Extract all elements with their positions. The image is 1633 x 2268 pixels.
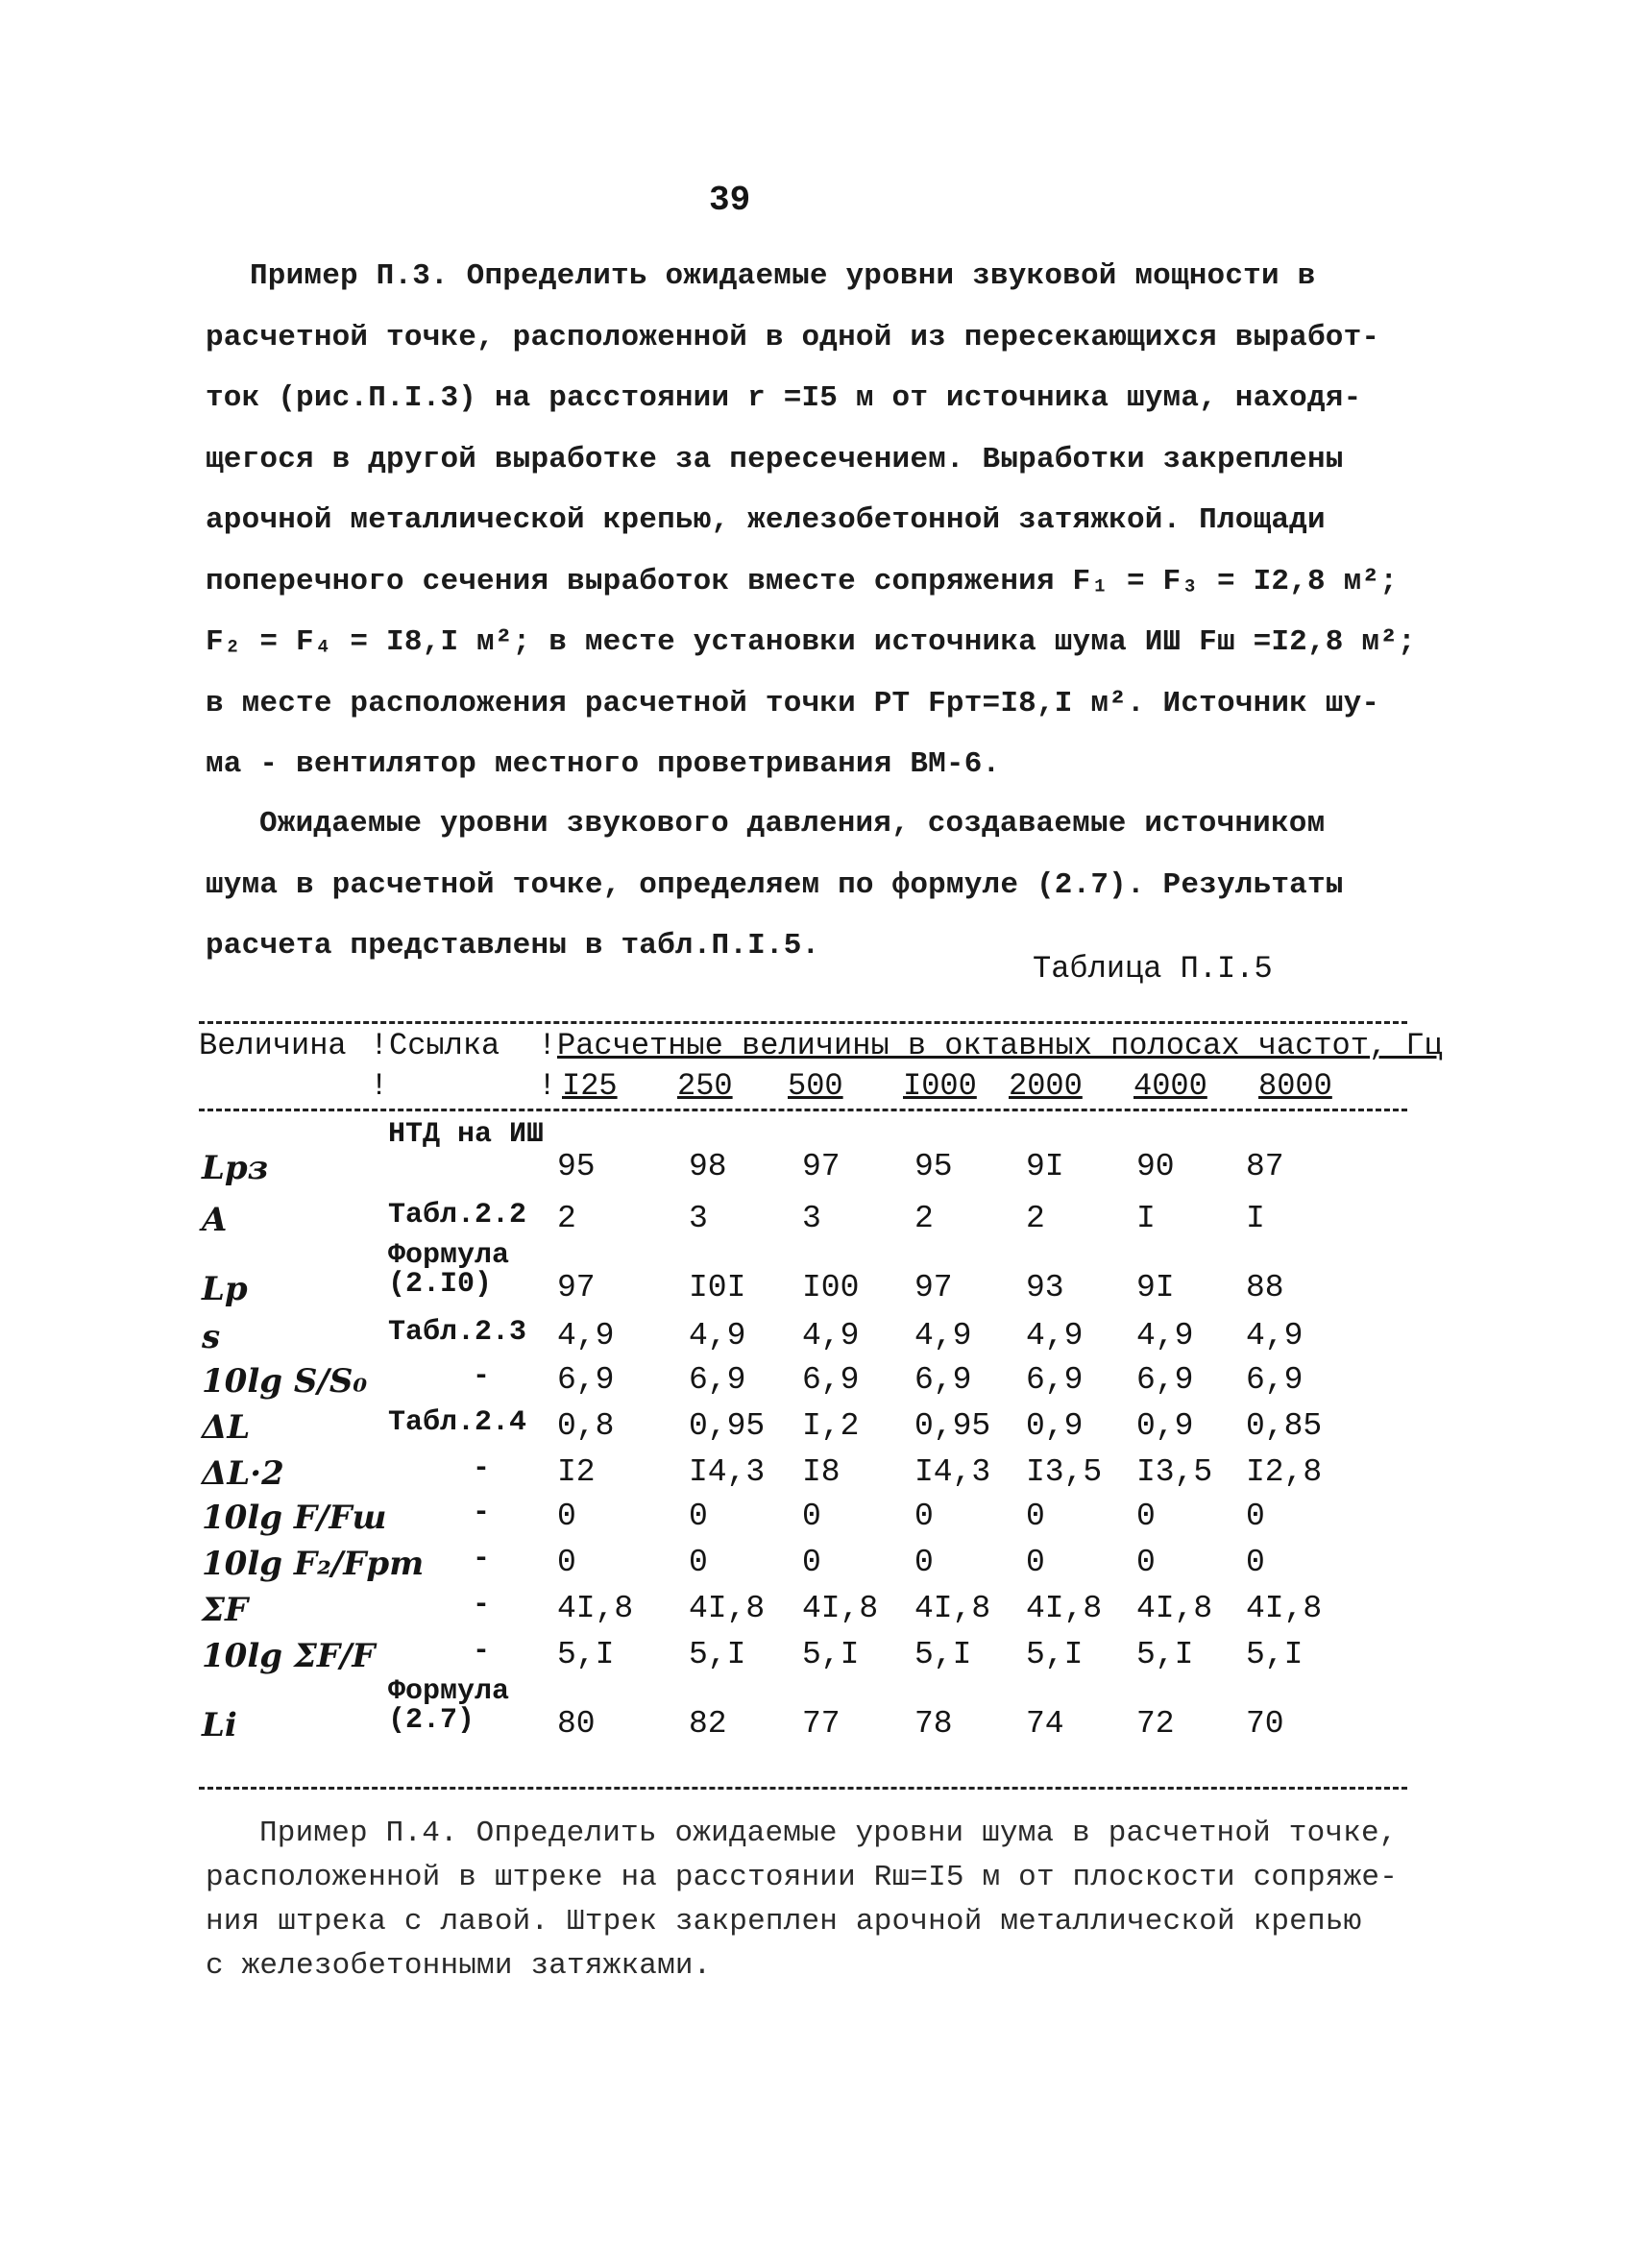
row-symbol: s — [202, 1318, 221, 1356]
row-value-freq-500: 4I,8 — [802, 1591, 879, 1626]
row-source: - — [473, 1635, 491, 1668]
row-value-freq-I000: 4,9 — [914, 1318, 972, 1353]
row-value-freq-4000: I3,5 — [1136, 1454, 1213, 1490]
row-value-freq-250: 0 — [689, 1499, 708, 1534]
row-value-freq-500: 5,I — [802, 1637, 860, 1672]
text-line: расчета представлены в табл.П.I.5. — [206, 929, 820, 963]
column-separator: ! — [538, 1068, 557, 1104]
example-p3-paragraph — [206, 246, 1426, 795]
text-line: с железобетонными затяжками. — [206, 1949, 712, 1983]
row-value-freq-250: I0I — [689, 1270, 746, 1305]
row-value-freq-8000: 0,85 — [1246, 1408, 1323, 1444]
header-source: Ссылка — [389, 1028, 500, 1063]
row-value-freq-2000: 0 — [1026, 1545, 1045, 1580]
row-value-freq-I25: 4,9 — [557, 1318, 615, 1353]
table-row — [0, 1591, 1633, 1629]
row-value-freq-8000: 87 — [1246, 1149, 1284, 1184]
row-value-freq-500: 77 — [802, 1706, 841, 1742]
text-line: поперечного сечения выработок вместе сопряжения F₁ = F₃ = I2,8 м²; — [206, 564, 1398, 598]
row-symbol: Lрз — [202, 1149, 269, 1187]
text-line: щегося в другой выработке за пересечением. Выработки закреплены — [206, 442, 1344, 476]
text-line: Пример П.3. Определить ожидаемые уровни звуковой мощности в — [250, 259, 1316, 293]
text-line: в месте расположения расчетной точки РТ Fрт=I8,I м². Источник шу- — [206, 686, 1380, 720]
table-row — [0, 1201, 1633, 1239]
row-value-freq-8000: 88 — [1246, 1270, 1284, 1305]
row-value-freq-I000: 5,I — [914, 1637, 972, 1672]
table-row — [0, 1637, 1633, 1675]
row-source: Формула (2.I0) — [388, 1239, 510, 1301]
row-value-freq-I000: 6,9 — [914, 1362, 972, 1398]
row-value-freq-I25: 95 — [557, 1149, 596, 1184]
row-value-freq-I25: 6,9 — [557, 1362, 615, 1398]
row-source: Табл.2.3 — [388, 1316, 527, 1349]
column-separator: ! — [370, 1028, 389, 1063]
text-line: расположенной в штреке на расстоянии Rш=I5 м от плоскости сопряже- — [206, 1861, 1398, 1894]
text-line: расчетной точке, расположенной в одной из пересекающихся выработ- — [206, 320, 1380, 354]
row-symbol: ΔL — [202, 1408, 251, 1447]
text-line: F₂ = F₄ = I8,I м²; в месте установки источника шума ИШ Fш =I2,8 м²; — [206, 625, 1416, 659]
text-line: арочной металлической крепью, железобетонной затяжкой. Площади — [206, 503, 1326, 537]
row-value-freq-I000: 0 — [914, 1499, 934, 1534]
row-symbol: 10lg ΣF/F — [202, 1637, 376, 1675]
table-caption: Таблица П.I.5 — [1033, 951, 1273, 987]
row-value-freq-4000: 9I — [1136, 1270, 1175, 1305]
row-value-freq-I000: 0,95 — [914, 1408, 991, 1444]
text-line: Пример П.4. Определить ожидаемые уровни шума в расчетной точке, — [259, 1817, 1398, 1850]
column-separator: ! — [538, 1028, 557, 1063]
row-value-freq-8000: 6,9 — [1246, 1362, 1304, 1398]
header-freq-2000: 2000 — [1009, 1068, 1083, 1104]
row-value-freq-500: 0 — [802, 1499, 821, 1534]
row-value-freq-2000: 93 — [1026, 1270, 1064, 1305]
row-value-freq-2000: 2 — [1026, 1201, 1045, 1236]
row-source: Табл.2.2 — [388, 1199, 527, 1232]
row-value-freq-I000: 95 — [914, 1149, 953, 1184]
row-value-freq-2000: I3,5 — [1026, 1454, 1103, 1490]
row-value-freq-250: 6,9 — [689, 1362, 746, 1398]
row-value-freq-I25: 2 — [557, 1201, 576, 1236]
table-header-rule — [199, 1109, 1407, 1111]
row-source: Формула (2.7) — [388, 1675, 510, 1737]
row-value-freq-250: 98 — [689, 1149, 727, 1184]
row-source: - — [473, 1543, 491, 1575]
row-value-freq-8000: I2,8 — [1246, 1454, 1323, 1490]
header-freq-250: 250 — [677, 1068, 733, 1104]
row-value-freq-2000: 0,9 — [1026, 1408, 1084, 1444]
row-value-freq-I25: 5,I — [557, 1637, 615, 1672]
row-value-freq-250: 82 — [689, 1706, 727, 1742]
text-line: ток (рис.П.I.3) на расстоянии r =I5 м от источника шума, находя- — [206, 381, 1362, 415]
row-value-freq-4000: 4,9 — [1136, 1318, 1194, 1353]
row-value-freq-500: I,2 — [802, 1408, 860, 1444]
row-value-freq-500: I8 — [802, 1454, 841, 1490]
row-symbol: Lр — [202, 1270, 248, 1308]
row-value-freq-250: 0,95 — [689, 1408, 766, 1444]
row-value-freq-I25: 97 — [557, 1270, 596, 1305]
table-top-rule — [199, 1021, 1407, 1024]
header-quantity: Величина — [199, 1028, 347, 1063]
column-separator: ! — [370, 1068, 389, 1104]
row-source: - — [473, 1360, 491, 1393]
row-value-freq-250: 0 — [689, 1545, 708, 1580]
row-value-freq-4000: 6,9 — [1136, 1362, 1194, 1398]
row-value-freq-4000: 4I,8 — [1136, 1591, 1213, 1626]
row-value-freq-I000: 2 — [914, 1201, 934, 1236]
row-value-freq-I000: 78 — [914, 1706, 953, 1742]
row-value-freq-I25: 80 — [557, 1706, 596, 1742]
row-value-freq-I000: I4,3 — [914, 1454, 991, 1490]
text-line: ма - вентилятор местного проветривания ВМ-6. — [206, 747, 1001, 781]
row-symbol: ΔL·2 — [202, 1454, 284, 1493]
row-value-freq-I25: 0 — [557, 1545, 576, 1580]
row-value-freq-4000: 5,I — [1136, 1637, 1194, 1672]
row-value-freq-I25: 4I,8 — [557, 1591, 634, 1626]
row-value-freq-4000: 0,9 — [1136, 1408, 1194, 1444]
table-row — [0, 1499, 1633, 1537]
text-line: Ожидаемые уровни звукового давления, создаваемые источником — [259, 807, 1326, 841]
row-value-freq-2000: 0 — [1026, 1499, 1045, 1534]
row-value-freq-4000: 0 — [1136, 1545, 1156, 1580]
row-value-freq-8000: 0 — [1246, 1499, 1265, 1534]
header-freq-125: I25 — [562, 1068, 618, 1104]
row-value-freq-250: I4,3 — [689, 1454, 766, 1490]
row-symbol: 10lg S/S₀ — [202, 1362, 368, 1401]
header-frequency-group: Расчетные величины в октавных полосах частот, Гц — [557, 1028, 1443, 1063]
table-row — [0, 1675, 1633, 1744]
row-value-freq-8000: I — [1246, 1201, 1265, 1236]
row-value-freq-500: I00 — [802, 1270, 860, 1305]
row-value-freq-I25: 0 — [557, 1499, 576, 1534]
table-row — [0, 1239, 1633, 1308]
table-bottom-rule — [199, 1787, 1407, 1790]
row-value-freq-I25: I2 — [557, 1454, 596, 1490]
row-source: - — [473, 1452, 491, 1485]
row-value-freq-4000: 0 — [1136, 1499, 1156, 1534]
row-value-freq-4000: 90 — [1136, 1149, 1175, 1184]
row-source: Табл.2.4 — [388, 1406, 527, 1439]
row-source: - — [473, 1589, 491, 1622]
row-source: - — [473, 1497, 491, 1529]
example-p4-paragraph — [206, 1812, 1426, 1988]
row-value-freq-8000: 5,I — [1246, 1637, 1304, 1672]
table-row — [0, 1318, 1633, 1356]
row-symbol: Li — [202, 1706, 237, 1744]
row-value-freq-I25: 0,8 — [557, 1408, 615, 1444]
row-value-freq-250: 3 — [689, 1201, 708, 1236]
row-value-freq-2000: 74 — [1026, 1706, 1064, 1742]
row-value-freq-500: 0 — [802, 1545, 821, 1580]
row-symbol: 10lg F/Fш — [202, 1499, 387, 1537]
table-row — [0, 1408, 1633, 1447]
row-value-freq-500: 97 — [802, 1149, 841, 1184]
row-value-freq-I000: 0 — [914, 1545, 934, 1580]
header-freq-500: 500 — [788, 1068, 843, 1104]
row-value-freq-I000: 4I,8 — [914, 1591, 991, 1626]
row-value-freq-500: 3 — [802, 1201, 821, 1236]
row-symbol: ΣF — [202, 1591, 249, 1629]
row-value-freq-8000: 4,9 — [1246, 1318, 1304, 1353]
row-symbol: A — [202, 1201, 228, 1239]
results-intro-paragraph — [206, 793, 1426, 977]
row-value-freq-4000: I — [1136, 1201, 1156, 1236]
header-freq-8000: 8000 — [1258, 1068, 1332, 1104]
text-line: ния штрека с лавой. Штрек закреплен арочной металлической крепью — [206, 1905, 1362, 1939]
row-value-freq-2000: 9I — [1026, 1149, 1064, 1184]
table-row — [0, 1545, 1633, 1583]
row-value-freq-2000: 4,9 — [1026, 1318, 1084, 1353]
row-value-freq-500: 6,9 — [802, 1362, 860, 1398]
row-value-freq-I000: 97 — [914, 1270, 953, 1305]
row-value-freq-500: 4,9 — [802, 1318, 860, 1353]
row-value-freq-2000: 5,I — [1026, 1637, 1084, 1672]
header-freq-4000: 4000 — [1133, 1068, 1207, 1104]
page-number: 39 — [709, 181, 751, 220]
row-value-freq-2000: 4I,8 — [1026, 1591, 1103, 1626]
row-value-freq-250: 4I,8 — [689, 1591, 766, 1626]
text-line: шума в расчетной точке, определяем по формуле (2.7). Результаты — [206, 867, 1344, 902]
header-freq-1000: I000 — [903, 1068, 977, 1104]
row-value-freq-2000: 6,9 — [1026, 1362, 1084, 1398]
row-value-freq-8000: 0 — [1246, 1545, 1265, 1580]
row-value-freq-8000: 70 — [1246, 1706, 1284, 1742]
row-symbol: 10lg F₂/Fрт — [202, 1545, 425, 1583]
row-value-freq-4000: 72 — [1136, 1706, 1175, 1742]
row-source: НТД на ИШ — [388, 1118, 545, 1151]
row-value-freq-250: 5,I — [689, 1637, 746, 1672]
table-row — [0, 1454, 1633, 1493]
row-value-freq-250: 4,9 — [689, 1318, 746, 1353]
table-row — [0, 1362, 1633, 1401]
row-value-freq-8000: 4I,8 — [1246, 1591, 1323, 1626]
table-row — [0, 1118, 1633, 1187]
